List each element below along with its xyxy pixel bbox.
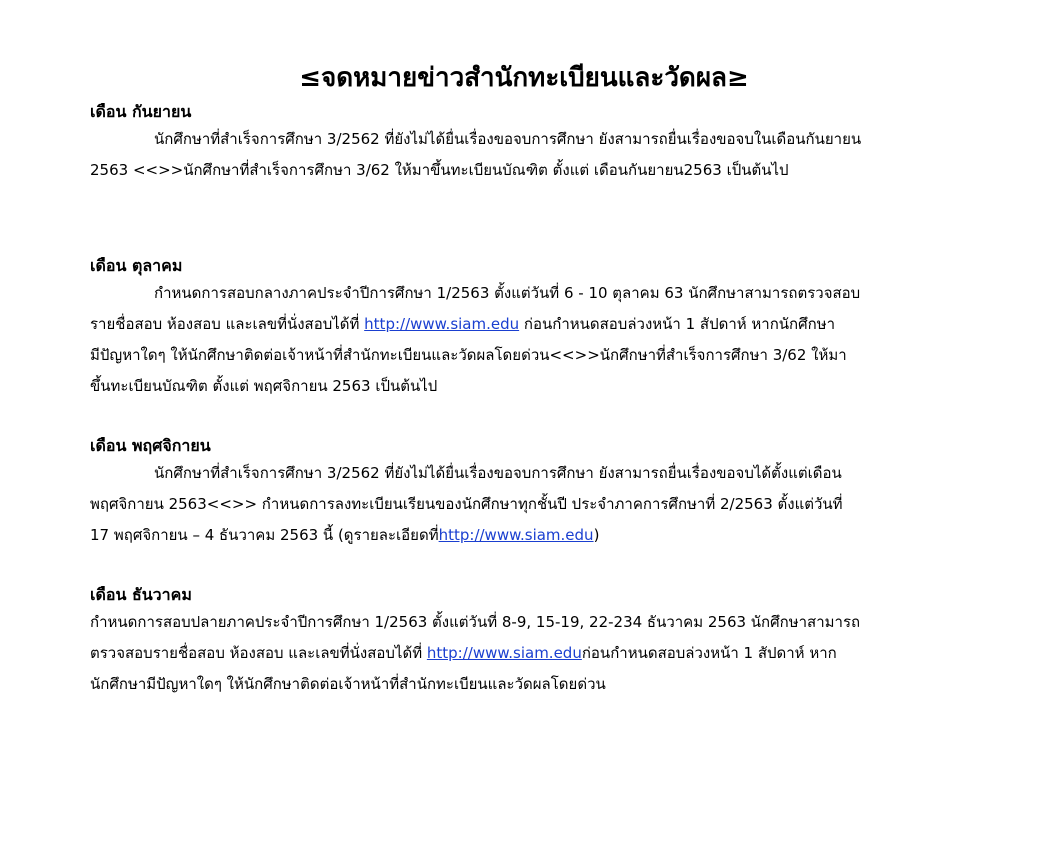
body-line: นักศึกษาที่สำเร็จการศึกษา 3/2562 ที่ยังไม่ได้ยื่นเรื่องขอจบการศึกษา ยังสามารถยื่นเรื่องขอจบในเดือนกันยายน [154, 130, 862, 148]
section-september [90, 100, 958, 186]
section-october [90, 254, 958, 402]
section-december [90, 583, 958, 700]
body-line [90, 520, 958, 551]
section-spacer [90, 186, 958, 254]
body-text: ก่อนกำหนดสอบล่วงหน้า 1 สัปดาห์ หาก [581, 644, 837, 662]
body-line [90, 309, 958, 340]
month-heading: เดือน ธันวาคม [90, 585, 192, 604]
body-text: รายชื่อสอบ ห้องสอบ และเลขที่นั่งสอบได้ที่ [90, 315, 365, 333]
newsletter-page [90, 56, 958, 700]
section-november [90, 434, 958, 551]
body-line: นักศึกษาที่สำเร็จการศึกษา 3/2562 ที่ยังไม่ได้ยื่นเรื่องขอจบการศึกษา ยังสามารถยื่นเรื่องขอจบได้ตั้งแต่เดือน [154, 464, 842, 482]
body-text: 17 พฤศจิกายน – 4 ธันวาคม 2563 นี้ (ดูรายละเอียดที่ [90, 526, 439, 544]
siam-link[interactable]: http://www.siam.edu [364, 315, 520, 333]
body-line [90, 638, 958, 669]
month-heading: เดือน ตุลาคม [90, 256, 183, 275]
section-spacer [90, 551, 958, 583]
section-spacer [90, 402, 958, 434]
section-body [90, 607, 958, 700]
body-line: กำหนดการสอบกลางภาคประจำปีการศึกษา 1/2563 ตั้งแต่วันที่ 6 - 10 ตุลาคม 63 นักศึกษาสามารถตรวจสอบ [154, 284, 861, 302]
body-line: กำหนดการสอบปลายภาคประจำปีการศึกษา 1/2563 ตั้งแต่วันที่ 8-9, 15-19, 22-234 ธันวาคม 2563 นักศึกษาสามารถ [90, 613, 861, 631]
siam-link[interactable]: http://www.siam.edu [438, 526, 594, 544]
page-title: ≤จดหมายข่าวสำนักทะเบียนและวัดผล≥ [299, 63, 749, 93]
month-heading: เดือน กันยายน [90, 102, 192, 121]
body-line: นักศึกษามีปัญหาใดๆ ให้นักศึกษาติดต่อเจ้าหน้าที่สำนักทะเบียนและวัดผลโดยด่วน [90, 675, 606, 693]
body-line: มีปัญหาใดๆ ให้นักศึกษาติดต่อเจ้าหน้าที่สำนักทะเบียนและวัดผลโดยด่วน<<>>นักศึกษาที่สำเร็จการศึกษา 3/62 ให้มา [90, 346, 847, 364]
body-text: ก่อนกำหนดสอบล่วงหน้า 1 สัปดาห์ หากนักศึกษา [519, 315, 836, 333]
body-text: ) [593, 526, 600, 544]
section-body [90, 458, 958, 551]
body-text: ตรวจสอบรายชื่อสอบ ห้องสอบ และเลขที่นั่งสอบได้ที่ [90, 644, 427, 662]
section-body [90, 278, 958, 402]
siam-link[interactable]: http://www.siam.edu [426, 644, 582, 662]
body-line: พฤศจิกายน 2563<<>> กำหนดการลงทะเบียนเรียนของนักศึกษาทุกชั้นปี ประจำภาคการศึกษาที่ 2/2563 ตั้งแต่วันที่ [90, 495, 843, 513]
month-heading: เดือน พฤศจิกายน [90, 436, 211, 455]
body-line: ขึ้นทะเบียนบัณฑิต ตั้งแต่ พฤศจิกายน 2563 เป็นต้นไป [90, 377, 438, 395]
body-line: 2563 <<>>นักศึกษาที่สำเร็จการศึกษา 3/62 ให้มาขึ้นทะเบียนบัณฑิต ตั้งแต่ เดือนกันยายน2563 เป็นต้นไป [90, 161, 789, 179]
section-body [90, 124, 958, 186]
